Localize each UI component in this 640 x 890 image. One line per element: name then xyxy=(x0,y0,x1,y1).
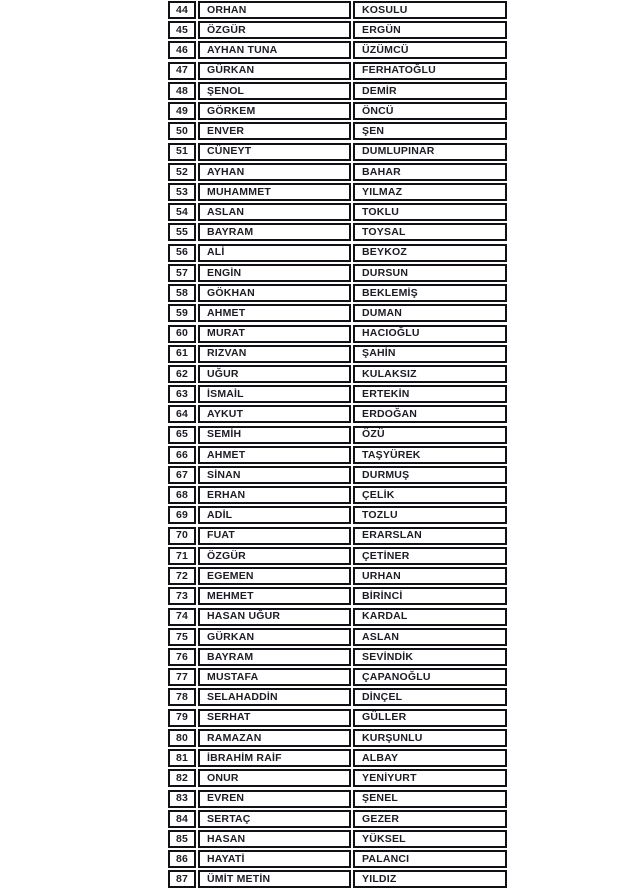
last-name-cell: KARDAL xyxy=(353,608,507,626)
last-name-cell: BİRİNCİ xyxy=(353,587,507,605)
table-row xyxy=(168,325,507,343)
last-name-cell: KOSULU xyxy=(353,1,507,19)
first-name-cell: AYKUT xyxy=(198,405,351,423)
first-name-cell: MURAT xyxy=(198,325,351,343)
rank-cell: 65 xyxy=(168,426,196,444)
last-name-cell: DURSUN xyxy=(353,264,507,282)
last-name-cell: ALBAY xyxy=(353,749,507,767)
table-row xyxy=(168,446,507,464)
table-row xyxy=(168,608,507,626)
rank-cell: 66 xyxy=(168,446,196,464)
rank-cell: 53 xyxy=(168,183,196,201)
rank-cell: 63 xyxy=(168,385,196,403)
rank-cell: 44 xyxy=(168,1,196,19)
table-row xyxy=(168,426,507,444)
first-name-cell: SERHAT xyxy=(198,709,351,727)
last-name-cell: KULAKSIZ xyxy=(353,365,507,383)
last-name-cell: BAHAR xyxy=(353,163,507,181)
last-name-cell: TAŞYÜREK xyxy=(353,446,507,464)
table-row xyxy=(168,587,507,605)
first-name-cell: İSMAİL xyxy=(198,385,351,403)
rank-cell: 55 xyxy=(168,223,196,241)
first-name-cell: SELAHADDİN xyxy=(198,688,351,706)
table-row xyxy=(168,102,507,120)
first-name-cell: MUSTAFA xyxy=(198,668,351,686)
last-name-cell: ASLAN xyxy=(353,628,507,646)
first-name-cell: SERTAÇ xyxy=(198,810,351,828)
first-name-cell: HAYATİ xyxy=(198,850,351,868)
first-name-cell: UĞUR xyxy=(198,365,351,383)
rank-cell: 67 xyxy=(168,466,196,484)
last-name-cell: DİNÇEL xyxy=(353,688,507,706)
rank-cell: 62 xyxy=(168,365,196,383)
last-name-cell: GÜLLER xyxy=(353,709,507,727)
table-row xyxy=(168,466,507,484)
last-name-cell: TOYSAL xyxy=(353,223,507,241)
first-name-cell: RAMAZAN xyxy=(198,729,351,747)
table-row xyxy=(168,850,507,868)
last-name-cell: ERGÜN xyxy=(353,21,507,39)
table-row xyxy=(168,62,507,80)
last-name-cell: FERHATOĞLU xyxy=(353,62,507,80)
table-row xyxy=(168,527,507,545)
rank-cell: 79 xyxy=(168,709,196,727)
last-name-cell: ŞAHİN xyxy=(353,345,507,363)
rank-cell: 49 xyxy=(168,102,196,120)
rank-cell: 60 xyxy=(168,325,196,343)
first-name-cell: ORHAN xyxy=(198,1,351,19)
table-row xyxy=(168,648,507,666)
rank-cell: 87 xyxy=(168,870,196,888)
first-name-cell: FUAT xyxy=(198,527,351,545)
last-name-cell: BEYKOZ xyxy=(353,244,507,262)
first-name-cell: MEHMET xyxy=(198,587,351,605)
table-row xyxy=(168,223,507,241)
table-row xyxy=(168,365,507,383)
first-name-cell: SEMİH xyxy=(198,426,351,444)
rank-cell: 45 xyxy=(168,21,196,39)
table-row xyxy=(168,82,507,100)
last-name-cell: TOKLU xyxy=(353,203,507,221)
rank-cell: 80 xyxy=(168,729,196,747)
table-row xyxy=(168,345,507,363)
rank-cell: 82 xyxy=(168,769,196,787)
first-name-cell: GÖRKEM xyxy=(198,102,351,120)
table-row xyxy=(168,547,507,565)
first-name-cell: AYHAN xyxy=(198,163,351,181)
first-name-cell: RIZVAN xyxy=(198,345,351,363)
first-name-cell: ALİ xyxy=(198,244,351,262)
rank-cell: 72 xyxy=(168,567,196,585)
table-row xyxy=(168,486,507,504)
first-name-cell: MUHAMMET xyxy=(198,183,351,201)
table-row xyxy=(168,729,507,747)
table-row xyxy=(168,668,507,686)
first-name-cell: ÖZGÜR xyxy=(198,21,351,39)
rank-cell: 78 xyxy=(168,688,196,706)
rank-cell: 81 xyxy=(168,749,196,767)
first-name-cell: İBRAHİM RAİF xyxy=(198,749,351,767)
table-row xyxy=(168,264,507,282)
rank-cell: 73 xyxy=(168,587,196,605)
table-row xyxy=(168,830,507,848)
first-name-cell: GÜRKAN xyxy=(198,62,351,80)
rank-cell: 86 xyxy=(168,850,196,868)
rank-cell: 46 xyxy=(168,41,196,59)
last-name-cell: YILMAZ xyxy=(353,183,507,201)
last-name-cell: YENİYURT xyxy=(353,769,507,787)
first-name-cell: BAYRAM xyxy=(198,223,351,241)
rank-cell: 50 xyxy=(168,122,196,140)
rank-cell: 70 xyxy=(168,527,196,545)
last-name-cell: ÖNCÜ xyxy=(353,102,507,120)
last-name-cell: ÜZÜMCÜ xyxy=(353,41,507,59)
rank-cell: 48 xyxy=(168,82,196,100)
table-row xyxy=(168,790,507,808)
first-name-cell: ASLAN xyxy=(198,203,351,221)
rank-cell: 76 xyxy=(168,648,196,666)
rank-cell: 75 xyxy=(168,628,196,646)
table-row xyxy=(168,1,507,19)
table-row xyxy=(168,122,507,140)
rank-cell: 71 xyxy=(168,547,196,565)
table-row xyxy=(168,567,507,585)
first-name-cell: HASAN xyxy=(198,830,351,848)
last-name-cell: TOZLU xyxy=(353,506,507,524)
table-row xyxy=(168,385,507,403)
last-name-cell: YILDIZ xyxy=(353,870,507,888)
first-name-cell: ŞENOL xyxy=(198,82,351,100)
last-name-cell: URHAN xyxy=(353,567,507,585)
rank-cell: 77 xyxy=(168,668,196,686)
table-row xyxy=(168,304,507,322)
name-roster-table xyxy=(168,1,507,889)
table-row xyxy=(168,143,507,161)
rank-cell: 47 xyxy=(168,62,196,80)
last-name-cell: HACIOĞLU xyxy=(353,325,507,343)
first-name-cell: ERHAN xyxy=(198,486,351,504)
table-row xyxy=(168,506,507,524)
first-name-cell: SİNAN xyxy=(198,466,351,484)
first-name-cell: ENVER xyxy=(198,122,351,140)
rank-cell: 68 xyxy=(168,486,196,504)
first-name-cell: ONUR xyxy=(198,769,351,787)
rank-cell: 54 xyxy=(168,203,196,221)
last-name-cell: ÇAPANOĞLU xyxy=(353,668,507,686)
last-name-cell: KURŞUNLU xyxy=(353,729,507,747)
table-row xyxy=(168,183,507,201)
last-name-cell: ERARSLAN xyxy=(353,527,507,545)
last-name-cell: ÇETİNER xyxy=(353,547,507,565)
last-name-cell: SEVİNDİK xyxy=(353,648,507,666)
rank-cell: 85 xyxy=(168,830,196,848)
table-row xyxy=(168,163,507,181)
first-name-cell: AHMET xyxy=(198,446,351,464)
first-name-cell: EVREN xyxy=(198,790,351,808)
first-name-cell: HASAN UĞUR xyxy=(198,608,351,626)
first-name-cell: BAYRAM xyxy=(198,648,351,666)
table-row xyxy=(168,41,507,59)
rank-cell: 57 xyxy=(168,264,196,282)
last-name-cell: ERTEKİN xyxy=(353,385,507,403)
last-name-cell: DEMİR xyxy=(353,82,507,100)
last-name-cell: ŞENEL xyxy=(353,790,507,808)
last-name-cell: YÜKSEL xyxy=(353,830,507,848)
last-name-cell: ŞEN xyxy=(353,122,507,140)
last-name-cell: DUMLUPINAR xyxy=(353,143,507,161)
table-row xyxy=(168,405,507,423)
first-name-cell: ÖZGÜR xyxy=(198,547,351,565)
rank-cell: 52 xyxy=(168,163,196,181)
table-row xyxy=(168,21,507,39)
table-row xyxy=(168,810,507,828)
first-name-cell: AHMET xyxy=(198,304,351,322)
rank-cell: 56 xyxy=(168,244,196,262)
last-name-cell: ÇELİK xyxy=(353,486,507,504)
rank-cell: 58 xyxy=(168,284,196,302)
table-row xyxy=(168,628,507,646)
table-row xyxy=(168,203,507,221)
last-name-cell: PALANCI xyxy=(353,850,507,868)
rank-cell: 74 xyxy=(168,608,196,626)
first-name-cell: EGEMEN xyxy=(198,567,351,585)
table-row xyxy=(168,709,507,727)
last-name-cell: ERDOĞAN xyxy=(353,405,507,423)
first-name-cell: ADİL xyxy=(198,506,351,524)
first-name-cell: ENGİN xyxy=(198,264,351,282)
rank-cell: 61 xyxy=(168,345,196,363)
table-row xyxy=(168,244,507,262)
last-name-cell: DURMUŞ xyxy=(353,466,507,484)
first-name-cell: CÜNEYT xyxy=(198,143,351,161)
last-name-cell: DUMAN xyxy=(353,304,507,322)
first-name-cell: AYHAN TUNA xyxy=(198,41,351,59)
last-name-cell: ÖZÜ xyxy=(353,426,507,444)
table-row xyxy=(168,284,507,302)
first-name-cell: ÜMİT METİN xyxy=(198,870,351,888)
first-name-cell: GÖKHAN xyxy=(198,284,351,302)
rank-cell: 51 xyxy=(168,143,196,161)
rank-cell: 84 xyxy=(168,810,196,828)
rank-cell: 64 xyxy=(168,405,196,423)
table-row xyxy=(168,688,507,706)
table-row xyxy=(168,749,507,767)
rank-cell: 59 xyxy=(168,304,196,322)
last-name-cell: BEKLEMİŞ xyxy=(353,284,507,302)
table-row xyxy=(168,870,507,888)
table-row xyxy=(168,769,507,787)
rank-cell: 69 xyxy=(168,506,196,524)
first-name-cell: GÜRKAN xyxy=(198,628,351,646)
rank-cell: 83 xyxy=(168,790,196,808)
last-name-cell: GEZER xyxy=(353,810,507,828)
